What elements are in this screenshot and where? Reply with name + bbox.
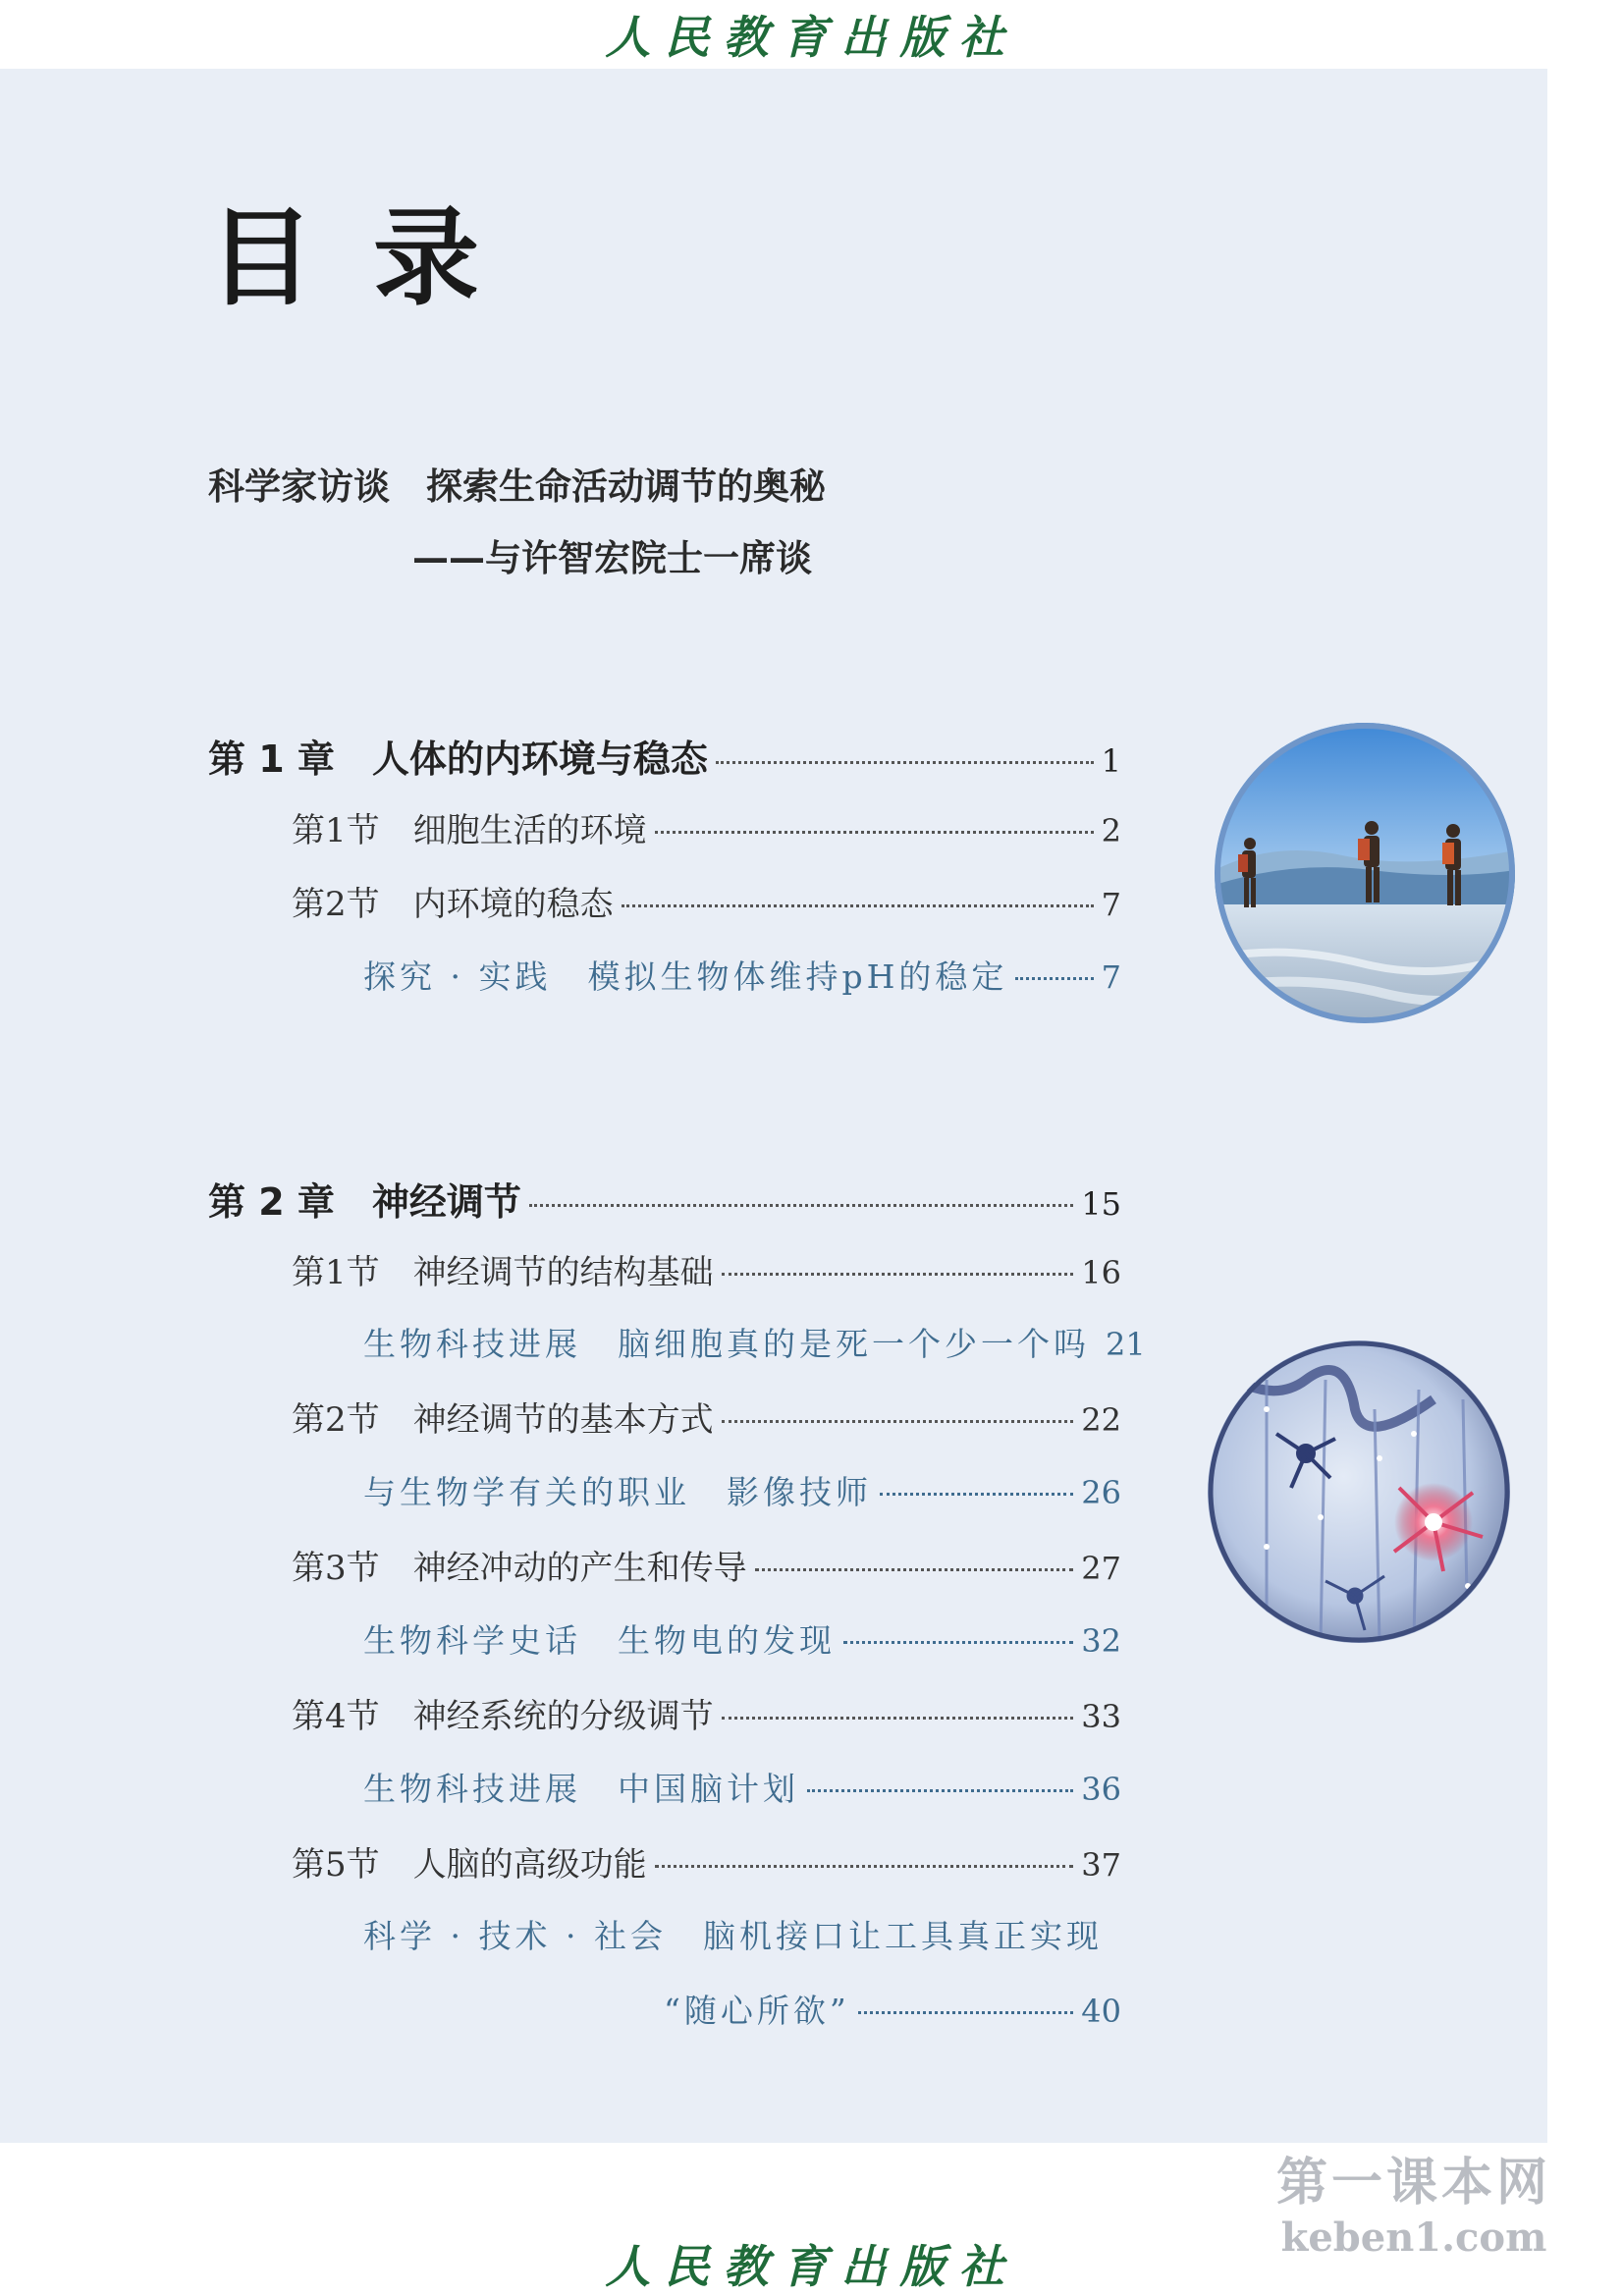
entry-page: 33 [1081,1698,1121,1735]
interview-subtitle: ——与许智宏院士一席谈 [412,537,812,579]
leader-dots [1015,977,1093,980]
toc-entry-2-1[interactable] [292,1245,1121,1293]
leader-dots [880,1493,1073,1496]
chapter-1-label: 第 1 章 人体的内环境与稳态 [208,738,708,781]
entry-page: 7 [1101,886,1121,923]
leader-dots [622,904,1094,907]
leader-dots [755,1568,1074,1571]
leader-dots [655,1865,1074,1868]
chapter-2-image [1208,1340,1510,1643]
toc-entry-2-5-feature-line1[interactable]: 科学 · 技术 · 社会 脑机接口让工具真正实现 [363,1917,1103,1955]
toc-entry-2-2-feature[interactable] [363,1467,1121,1513]
chapter-1-image [1215,723,1515,1023]
entry-label: 探究 · 实践 模拟生物体维持pH的稳定 [363,957,1008,996]
toc-entry-2-3-feature[interactable] [363,1615,1121,1662]
chapter-2-label: 第 2 章 神经调节 [208,1180,521,1224]
entry-page: 21 [1106,1326,1146,1363]
toc-panel [0,69,1547,2143]
leader-dots [722,1420,1074,1423]
entry-page: 16 [1081,1254,1121,1291]
toc-entry-2-5[interactable] [292,1837,1121,1886]
entry-label: 生物科学史话 生物电的发现 [363,1621,836,1660]
toc-entry-2-4[interactable] [292,1689,1121,1737]
entry-page: 26 [1081,1474,1121,1511]
watermark-line2: keben1.com [1280,2214,1547,2261]
entry-label: 第1节 细胞生活的环境 [292,811,647,850]
entry-page: 40 [1081,1993,1121,2030]
interview-title[interactable]: 科学家访谈 探索生命活动调节的奥秘 [208,465,826,508]
publisher-header: 人民教育出版社 [605,11,1018,64]
toc-entry-1-1[interactable] [292,803,1121,851]
watermark-line1: 第一课本网 [1276,2154,1552,2213]
leader-dots [655,831,1094,834]
entry-label: 生物科技进展 脑细胞真的是死一个少一个吗 [363,1325,1090,1363]
toc-entry-1-2[interactable] [292,877,1121,925]
entry-page: 7 [1101,958,1121,996]
leader-dots [716,761,1094,764]
chapter-1-page: 1 [1101,742,1121,780]
entry-label: 生物科技进展 中国脑计划 [363,1770,799,1808]
chapter-2-page: 15 [1081,1185,1121,1223]
leader-dots [722,1717,1074,1720]
entry-label: 第2节 内环境的稳态 [292,885,614,924]
leader-dots [807,1789,1073,1792]
entry-page: 37 [1081,1846,1121,1884]
entry-label: 第1节 神经调节的结构基础 [292,1253,714,1292]
toc-entry-2-3[interactable] [292,1541,1121,1589]
entry-label: 第5节 人脑的高级功能 [292,1845,647,1885]
entry-label: 第2节 神经调节的基本方式 [292,1400,714,1440]
entry-label: 与生物学有关的职业 影像技师 [363,1473,872,1511]
toc-entry-2-5-feature-line2[interactable] [664,1986,1121,2032]
page-title: 目录 [208,197,539,320]
leader-dots [843,1641,1073,1644]
entry-label: “随心所欲” [664,1992,850,2030]
entry-label: 第4节 神经系统的分级调节 [292,1697,714,1736]
toc-entry-2-4-feature[interactable] [363,1764,1121,1810]
entry-page: 36 [1081,1771,1121,1808]
entry-page: 27 [1081,1550,1121,1587]
toc-entry-2-2[interactable] [292,1393,1121,1441]
publisher-footer: 人民教育出版社 [605,2240,1018,2293]
entry-page: 32 [1081,1622,1121,1660]
leader-dots [858,2011,1074,2014]
entry-label: 第3节 神经冲动的产生和传导 [292,1549,747,1588]
entry-page: 2 [1101,812,1121,849]
leader-dots [529,1204,1073,1207]
leader-dots [722,1273,1074,1276]
entry-page: 22 [1081,1401,1121,1439]
chapter-1-entry[interactable] [208,729,1121,783]
chapter-2-entry[interactable] [208,1172,1121,1226]
toc-entry-1-feature[interactable] [363,952,1121,998]
toc-entry-2-1-feature[interactable] [363,1319,1146,1365]
